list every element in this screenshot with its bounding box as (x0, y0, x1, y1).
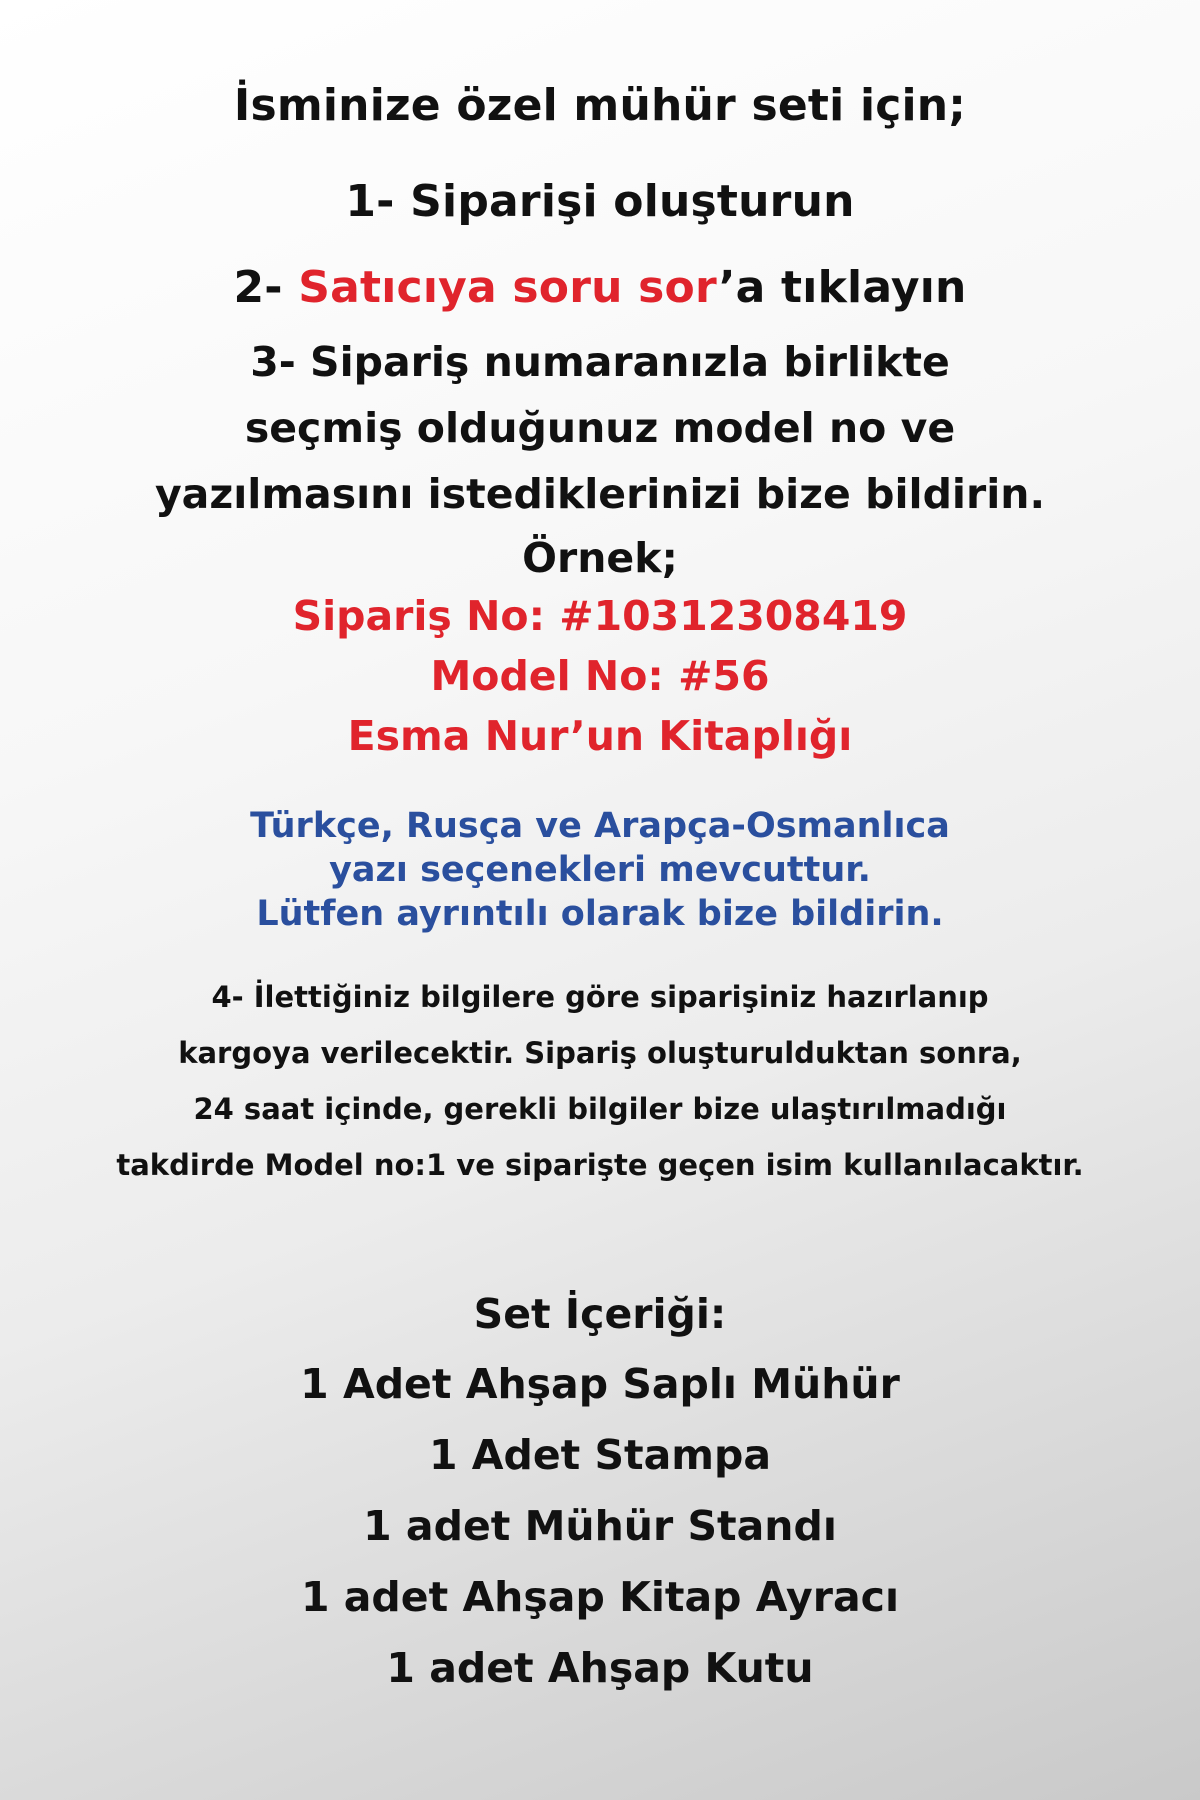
set-item: 1 Adet Ahşap Saplı Mühür (300, 1360, 900, 1408)
example-model-no: Model No: #56 (430, 652, 770, 700)
example-name-text: Esma Nur’un Kitaplığı (347, 712, 853, 760)
step-2-suffix: ’a tıklayın (718, 262, 967, 313)
example-label: Örnek; (522, 534, 678, 582)
set-item: 1 adet Mühür Standı (363, 1502, 837, 1550)
step-4-line-4: takdirde Model no:1 ve siparişte geçen isim kullanılacaktır. (116, 1148, 1084, 1182)
language-note-line-1: Türkçe, Rusça ve Arapça-Osmanlıca (250, 806, 950, 846)
language-note-line-3: Lütfen ayrıntılı olarak bize bildirin. (256, 894, 944, 934)
step-3-line-2: seçmiş olduğunuz model no ve (244, 404, 956, 452)
set-item: 1 adet Ahşap Kitap Ayracı (300, 1573, 900, 1621)
step-4-line-2: kargoya verilecektir. Sipariş oluşturulduktan sonra, (178, 1036, 1022, 1070)
step-3-line-1: 3- Sipariş numaranızla birlikte (250, 338, 950, 386)
step-1-text: 1- Siparişi oluşturun (345, 176, 855, 227)
set-item: 1 Adet Stampa (428, 1431, 772, 1479)
set-contents-title: Set İçeriği: (473, 1290, 727, 1338)
page-title: İsminize özel mühür seti için; (233, 80, 967, 131)
step-2-prefix: 2- (233, 262, 299, 313)
step-4-line-3: 24 saat içinde, gerekli bilgiler bize ulaştırılmadığı (193, 1092, 1007, 1126)
language-note-line-2: yazı seçenekleri mevcuttur. (329, 850, 871, 890)
ask-seller-highlight: Satıcıya soru sor (298, 262, 719, 313)
example-order-no: Sipariş No: #10312308419 (292, 592, 908, 640)
step-3-line-3: yazılmasını istediklerinizi bize bildirin. (154, 470, 1046, 518)
step-2-text (0, 262, 1200, 313)
step-4-line-1: 4- İlettiğiniz bilgilere göre siparişiniz hazırlanıp (211, 980, 989, 1014)
set-item: 1 adet Ahşap Kutu (386, 1644, 814, 1692)
